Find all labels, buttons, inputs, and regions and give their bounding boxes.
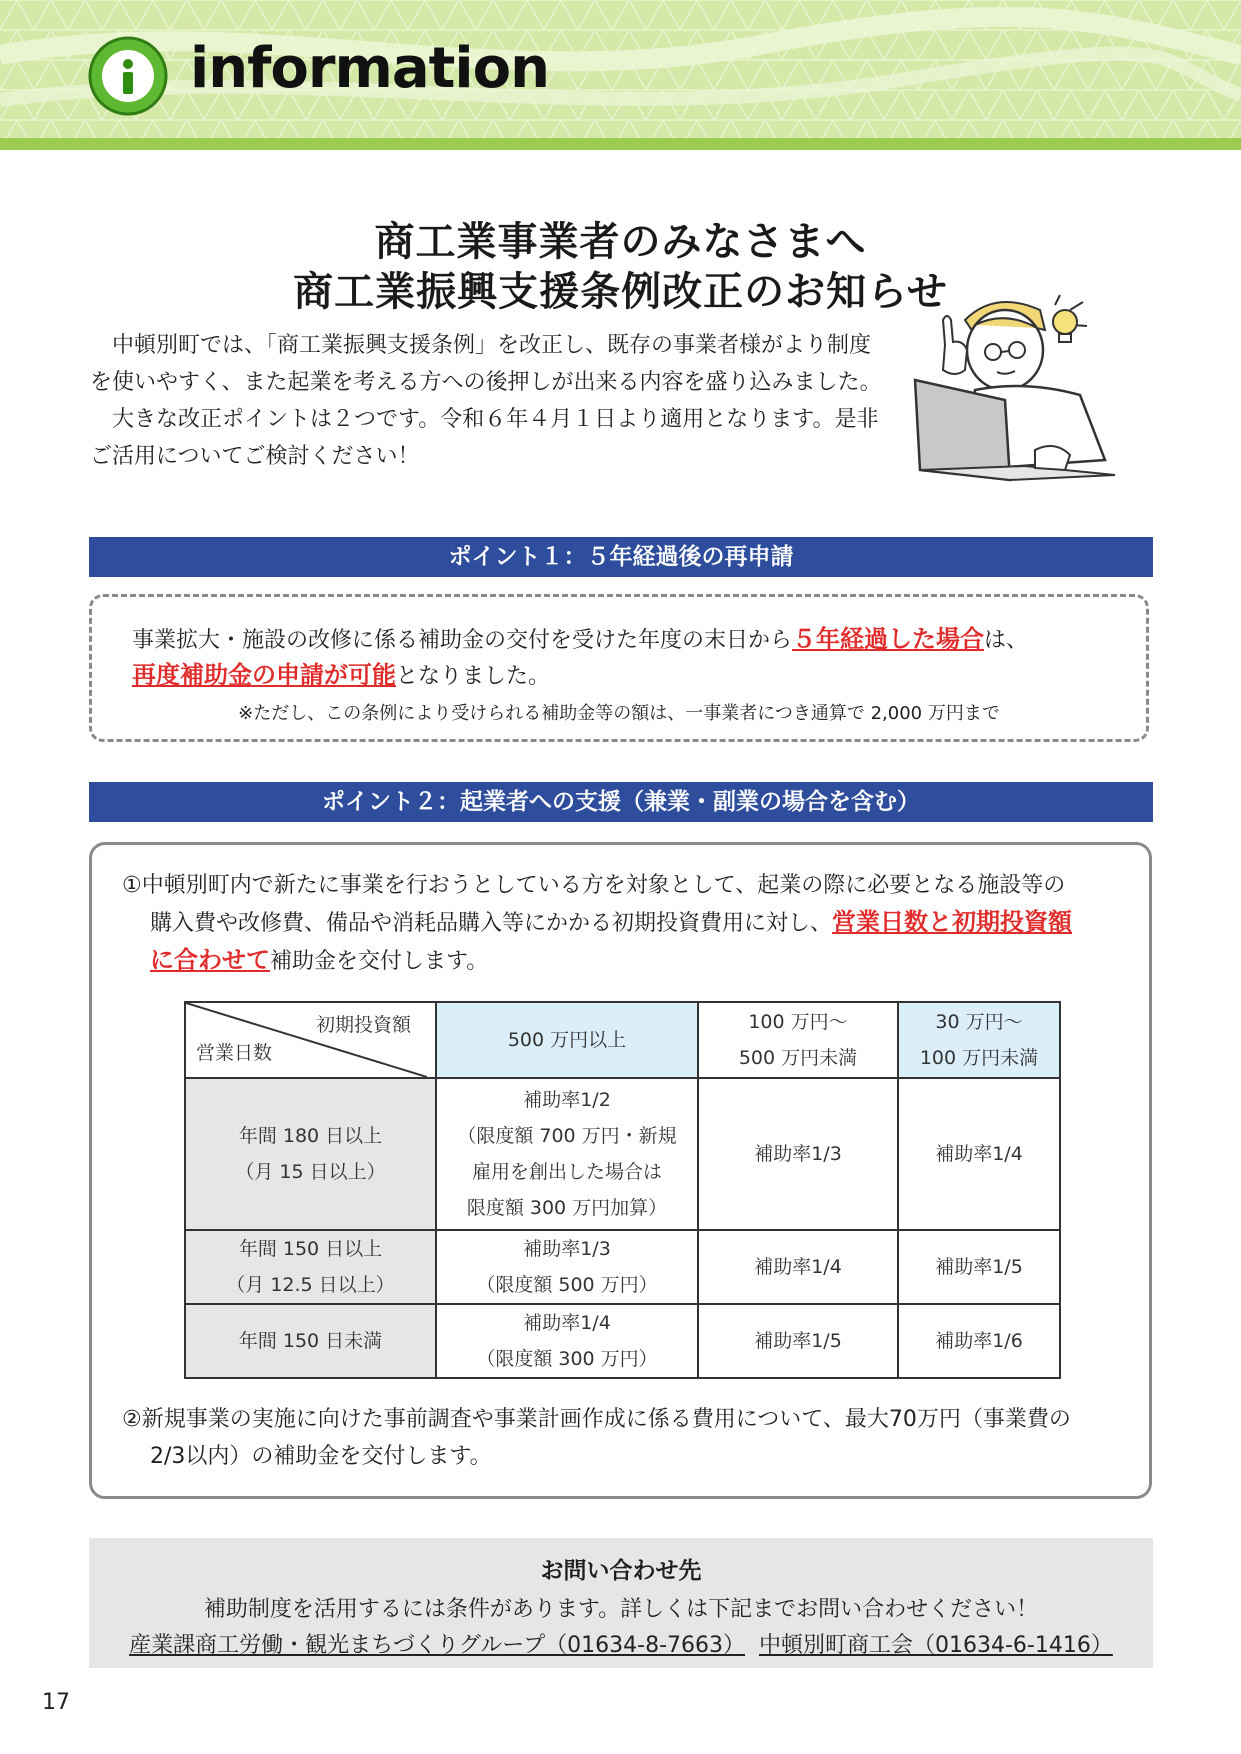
cell-text: （限度額 700 万円・新規 bbox=[457, 1125, 677, 1147]
col-header-500-over bbox=[436, 1002, 698, 1078]
point2-item-1 bbox=[122, 867, 1122, 980]
table-cell bbox=[898, 1078, 1060, 1230]
table-cell bbox=[698, 1078, 898, 1230]
info-icon bbox=[88, 36, 168, 116]
row-label-text: 年間 150 日未満 bbox=[238, 1330, 383, 1352]
point1-line-a-end: は、 bbox=[984, 628, 1029, 653]
point1-heading: ポイント１：５年経過後の再申請 bbox=[89, 537, 1153, 577]
col-header-30-100 bbox=[898, 1002, 1060, 1078]
contact-title: お問い合わせ先 bbox=[540, 1558, 702, 1584]
cell-text: （限度額 500 万円） bbox=[476, 1274, 658, 1296]
cell-text: 補助率1/3 bbox=[754, 1143, 842, 1165]
cell-text: 限度額 300 万円加算） bbox=[466, 1197, 668, 1219]
table-cell bbox=[436, 1230, 698, 1304]
intro-paragraph-1: 中頓別町では、「商工業振興支援条例」を改正し、既存の事業者様がより制度を使いやすく、また起業を考える方への後押しが出来る内容を盛り込みました。 bbox=[90, 333, 882, 395]
contact-chamber-of-commerce: 中頓別町商工会（01634-6-1416） bbox=[759, 1633, 1113, 1658]
subsidy-rate-table bbox=[184, 1001, 1061, 1379]
page-number: 17 bbox=[42, 1690, 70, 1715]
row-label-text: 年間 180 日以上 bbox=[238, 1125, 383, 1147]
point1-highlight-reapply: 再度補助金の申請が可能 bbox=[132, 661, 396, 689]
corner-label-business-days: 営業日数 bbox=[196, 1042, 273, 1064]
header-pattern bbox=[0, 0, 1241, 150]
point2-item-1-line2-text: 購入費や改修費、備品や消耗品購入等にかかる初期投資費用に対し、 bbox=[150, 911, 833, 936]
point2-item-1-line3 bbox=[122, 942, 1122, 980]
cell-text: （限度額 300 万円） bbox=[476, 1348, 658, 1370]
cell-text: 補助率1/5 bbox=[754, 1330, 842, 1352]
corner-label-investment: 初期投資額 bbox=[315, 1014, 411, 1036]
point2-item-2-line2: 2/3以内）の補助金を交付します。 bbox=[150, 1444, 492, 1469]
point1-line-b-text: となりました。 bbox=[396, 664, 551, 689]
point1-line-b bbox=[132, 655, 550, 690]
col-header-text: 30 万円～ bbox=[935, 1011, 1023, 1033]
point2-item-1-line3-text: 補助金を交付します。 bbox=[270, 949, 489, 974]
table-row bbox=[185, 1078, 1060, 1230]
point2-item-1-line2 bbox=[122, 904, 1122, 942]
table-cell bbox=[898, 1304, 1060, 1378]
point1-box bbox=[89, 594, 1149, 742]
point2-item-1-line1: ①中頓別町内で新たに事業を行おうとしている方を対象として、起業の際に必要となる施設等の bbox=[122, 873, 1066, 898]
row-label-text: 年間 150 日以上 bbox=[238, 1238, 383, 1260]
cell-text: 補助率1/5 bbox=[935, 1256, 1023, 1278]
point1-line-a bbox=[132, 619, 1028, 654]
point2-box bbox=[89, 842, 1152, 1499]
person-with-laptop-illustration bbox=[905, 290, 1135, 520]
point1-note: ※ただし、この条例により受けられる補助金等の額は、一事業者につき通算で 2,000 万円まで bbox=[238, 703, 1000, 724]
table-cell bbox=[436, 1304, 698, 1378]
cell-text: 補助率1/6 bbox=[935, 1330, 1023, 1352]
table-row bbox=[185, 1304, 1060, 1378]
table-header-row bbox=[185, 1002, 1060, 1078]
row-label-180days bbox=[185, 1078, 436, 1230]
col-header-100-500 bbox=[698, 1002, 898, 1078]
row-label-150days bbox=[185, 1230, 436, 1304]
col-header-text: 100 万円～ bbox=[748, 1011, 848, 1033]
table-cell bbox=[698, 1304, 898, 1378]
cell-text: 補助率1/4 bbox=[935, 1143, 1023, 1165]
intro-text bbox=[90, 327, 890, 475]
point2-highlight-according: に合わせて bbox=[150, 946, 270, 974]
page-title-line2: 商工業振興支援条例改正のお知らせ bbox=[293, 269, 948, 315]
cell-text: 補助率1/3 bbox=[523, 1238, 611, 1260]
point2-heading: ポイント２：起業者への支援（兼業・副業の場合を含む） bbox=[89, 782, 1153, 822]
page-title-line1: 商工業事業者のみなさまへ bbox=[374, 219, 867, 265]
cell-text: 補助率1/2 bbox=[523, 1089, 611, 1111]
row-label-text: （月 15 日以上） bbox=[235, 1161, 386, 1183]
table-row bbox=[185, 1230, 1060, 1304]
contact-industry-section: 産業課商工労働・観光まちづくりグループ（01634-8-7663） bbox=[129, 1633, 745, 1658]
contact-box bbox=[89, 1538, 1153, 1668]
col-header-text: 500 万円以上 bbox=[507, 1029, 627, 1051]
header-title: information bbox=[190, 36, 549, 101]
table-cell bbox=[698, 1230, 898, 1304]
contact-body: 補助制度を活用するには条件があります。詳しくは下記までお問い合わせください！ bbox=[203, 1597, 1039, 1622]
point2-item-2-line1: ②新規事業の実施に向けた事前調査や事業計画作成に係る費用について、最大70万円（事業費の bbox=[122, 1407, 1071, 1432]
point1-line-a-text: 事業拡大・施設の改修に係る補助金の交付を受けた年度の末日から bbox=[132, 628, 793, 653]
table-corner-cell bbox=[185, 1002, 436, 1078]
row-label-under150days bbox=[185, 1304, 436, 1378]
intro-paragraph-2: 大きな改正ポイントは２つです。令和６年４月１日より適用となります。是非ご活用についてご検討ください！ bbox=[90, 407, 879, 469]
row-label-text: （月 12.5 日以上） bbox=[226, 1274, 395, 1296]
point2-highlight-days-investment: 営業日数と初期投資額 bbox=[832, 908, 1073, 936]
col-header-text: 100 万円未満 bbox=[919, 1047, 1039, 1069]
cell-text: 雇用を創出した場合は bbox=[471, 1161, 662, 1183]
point1-highlight-five-years: ５年経過した場合 bbox=[792, 625, 985, 653]
col-header-text: 500 万円未満 bbox=[738, 1047, 858, 1069]
cell-text: 補助率1/4 bbox=[754, 1256, 842, 1278]
point2-item-2 bbox=[122, 1401, 1122, 1475]
header-banner bbox=[0, 0, 1241, 150]
table-cell bbox=[898, 1230, 1060, 1304]
table-cell bbox=[436, 1078, 698, 1230]
cell-text: 補助率1/4 bbox=[523, 1312, 611, 1334]
contact-links bbox=[89, 1628, 1153, 1659]
